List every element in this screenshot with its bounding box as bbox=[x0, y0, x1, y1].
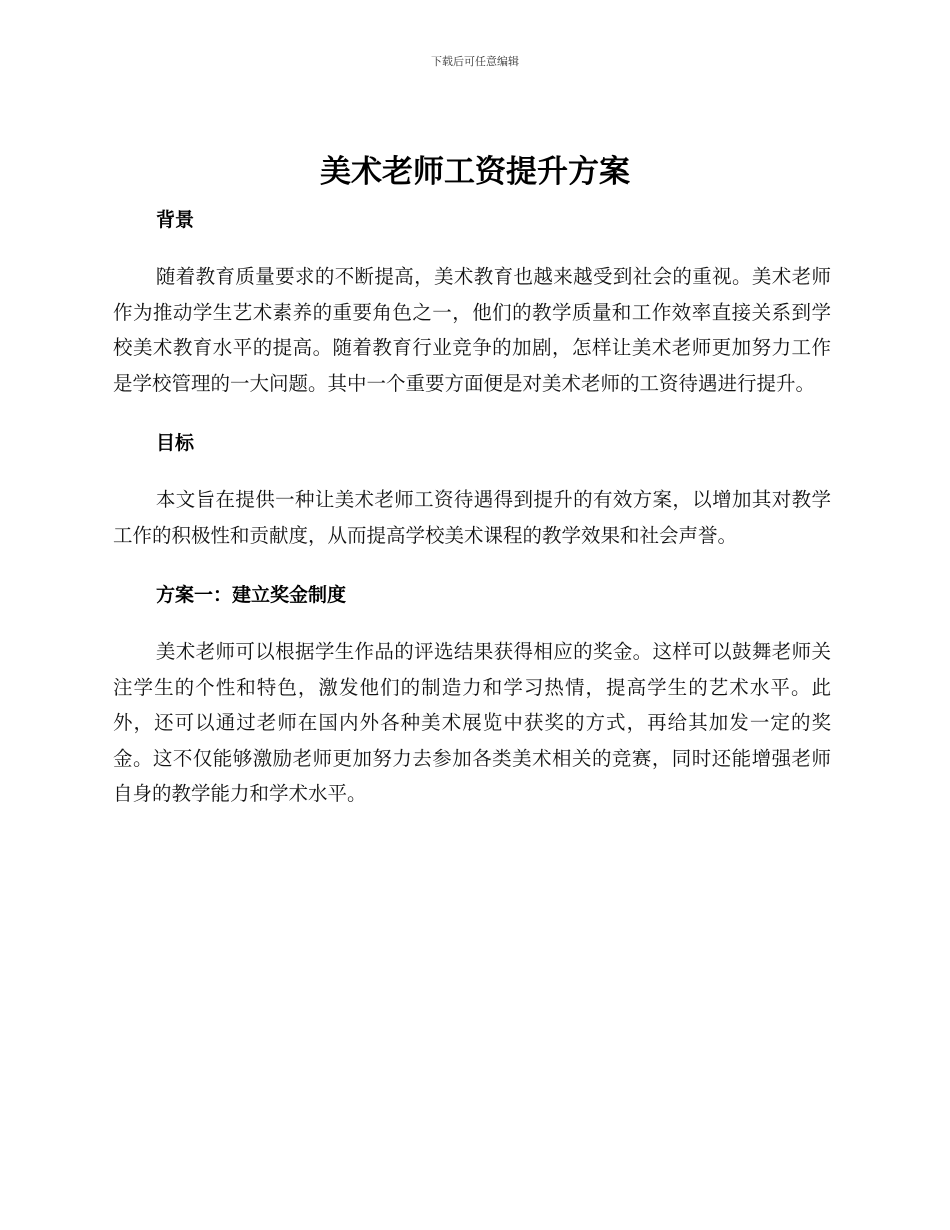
page-header-note: 下载后可任意编辑 bbox=[431, 55, 519, 68]
section-heading-plan-one: 方案一：建立奖金制度 bbox=[156, 584, 347, 606]
section-heading-background: 背景 bbox=[156, 209, 195, 231]
section-plan-one bbox=[113, 577, 831, 812]
paragraph-background: 随着教育质量要求的不断提高，美术教育也越来越受到社会的重视。美术老师作为推动学生艺术素养的重要角色之一，他们的教学质量和工作效率直接关系到学校美术教育水平的提高。随着教育行业竞争的加剧，怎样让美术老师更加努力工作是学校管理的一大问题。其中一个重要方面便是对美术老师的工资待遇进行提升。 bbox=[113, 265, 831, 395]
document-body bbox=[113, 202, 831, 812]
paragraph-plan-one: 美术老师可以根据学生作品的评选结果获得相应的奖金。这样可以鼓舞老师关注学生的个性和特色，激发他们的制造力和学习热情，提高学生的艺术水平。此外，还可以通过老师在国内外各种美术展览中获奖的方式，再给其加发一定的奖金。这不仅能够激励老师更加努力去参加各类美术相关的竞赛，同时还能增强老师自身的教学能力和学术水平。 bbox=[113, 640, 831, 805]
section-background bbox=[113, 202, 831, 401]
section-heading-goal: 目标 bbox=[156, 432, 195, 454]
paragraph-goal: 本文旨在提供一种让美术老师工资待遇得到提升的有效方案，以增加其对教学工作的积极性和贡献度，从而提高学校美术课程的教学效果和社会声誉。 bbox=[113, 488, 831, 547]
section-goal bbox=[113, 425, 831, 553]
document-title: 美术老师工资提升方案 bbox=[320, 154, 630, 190]
